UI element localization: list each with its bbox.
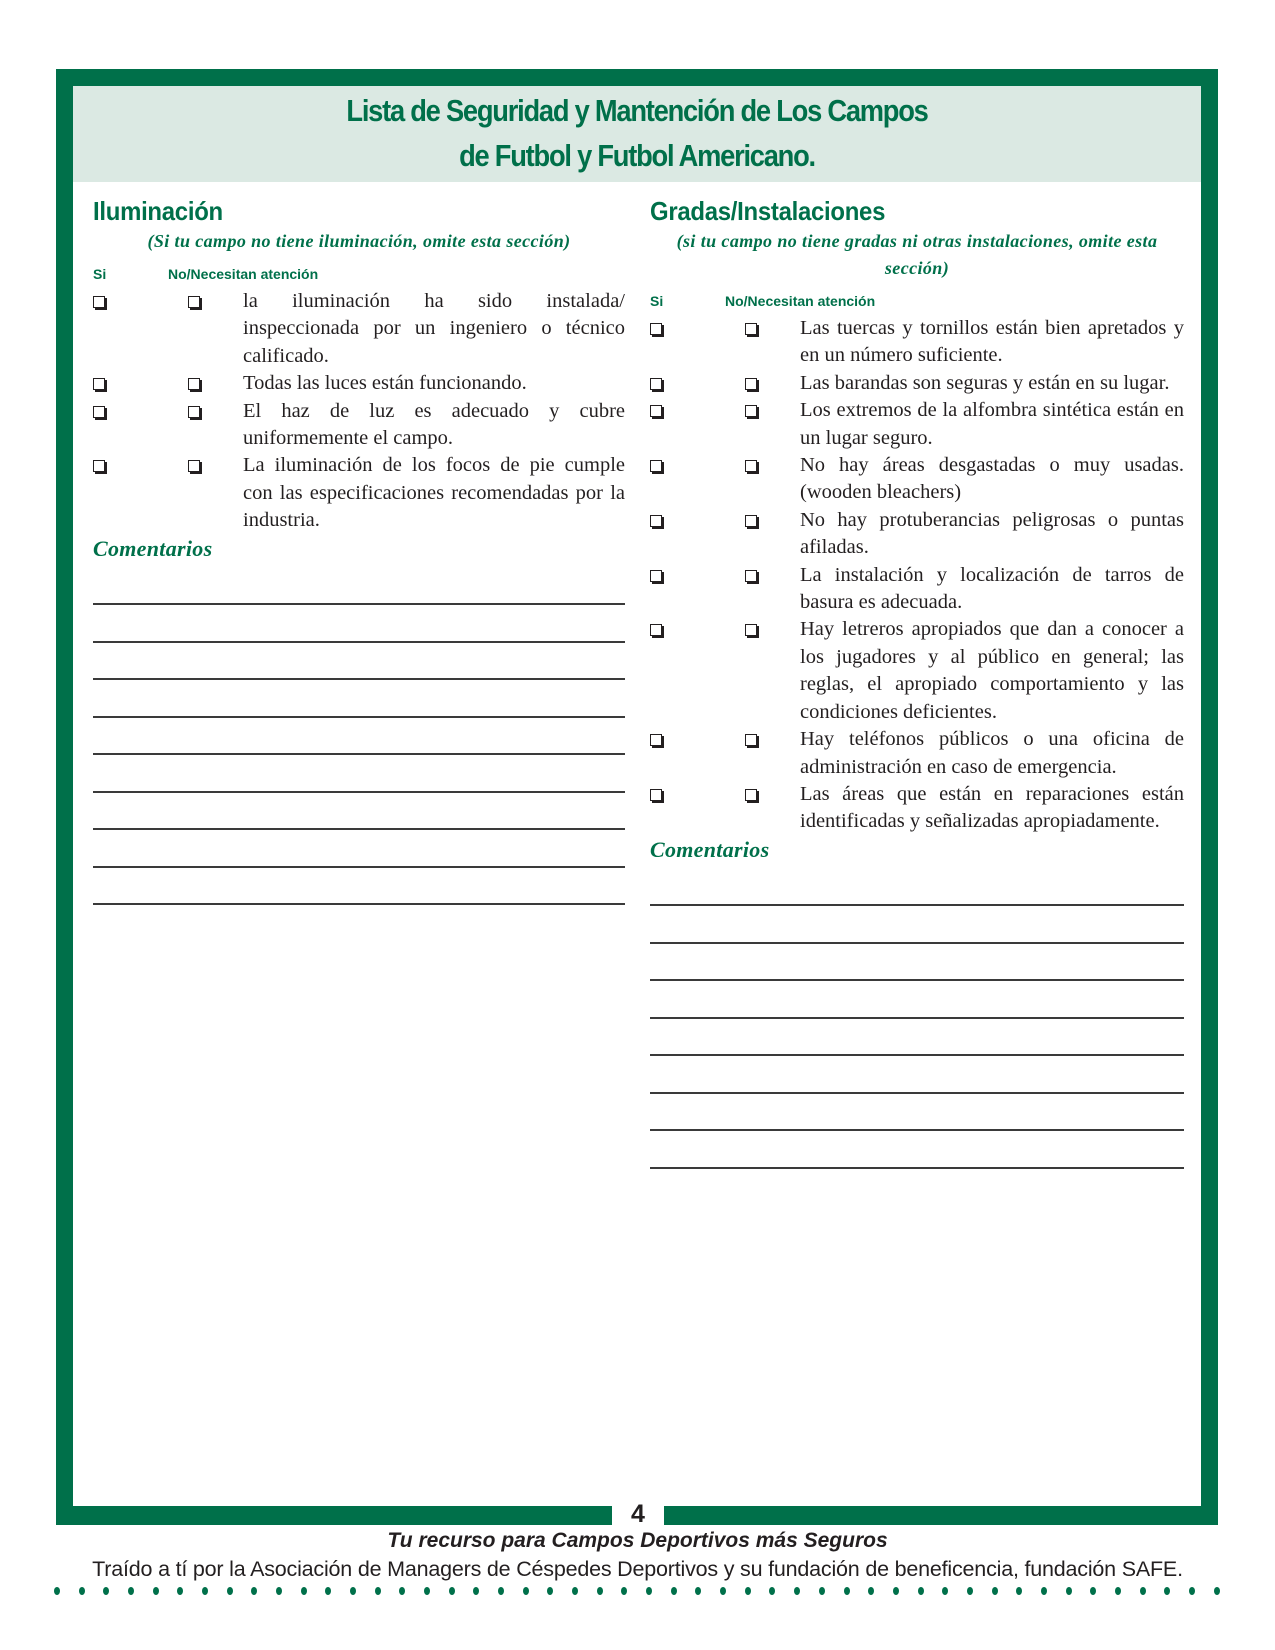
divider-dot	[54, 1587, 60, 1595]
checkbox-si[interactable]	[650, 460, 662, 472]
checklist-item-text: Las barandas son seguras y están en su lugar.	[800, 371, 1170, 394]
section-title: Gradas/Instalaciones	[650, 196, 886, 226]
divider-dot	[1214, 1587, 1220, 1595]
divider-dot	[745, 1587, 751, 1595]
divider-dot	[153, 1587, 159, 1595]
checklist-item-text: Las tuercas y tornillos están bien apretados y en un número suficiente.	[800, 317, 1184, 367]
divider-dot	[251, 1587, 257, 1595]
comment-line-input[interactable]	[93, 755, 625, 793]
checkbox-no[interactable]	[188, 406, 200, 418]
page-frame-bottom-right	[664, 1506, 1218, 1525]
comment-line-input[interactable]	[650, 1131, 1184, 1169]
section-title: Iluminación	[93, 196, 223, 226]
checkbox-si[interactable]	[93, 460, 105, 472]
divider-dot	[128, 1587, 134, 1595]
checklist-item	[650, 781, 1184, 836]
comment-line-input[interactable]	[93, 643, 625, 681]
checkbox-si[interactable]	[650, 378, 662, 390]
divider-dot	[1115, 1587, 1121, 1595]
divider-dot	[547, 1587, 553, 1595]
comment-line-input[interactable]	[650, 906, 1184, 944]
checkbox-si[interactable]	[650, 789, 662, 801]
comment-line-input[interactable]	[93, 868, 625, 906]
checklist-item-text: la iluminación ha sido instalada/ inspeccionada por un ingeniero o técnico calificado.	[243, 290, 625, 367]
dotted-divider	[54, 1587, 1220, 1597]
checklist-item	[650, 315, 1184, 370]
comment-line-input[interactable]	[93, 568, 625, 606]
checklist-item	[93, 370, 625, 397]
checkbox-no[interactable]	[745, 515, 757, 527]
divider-dot	[597, 1587, 603, 1595]
page-frame-left	[56, 69, 73, 1525]
column-headers	[650, 291, 1184, 311]
checklist	[93, 288, 625, 535]
comment-line-input[interactable]	[93, 718, 625, 756]
section-note: (si tu campo no tiene gradas ni otras instalaciones, omite esta sección)	[676, 231, 1158, 278]
page-number: 4	[631, 1500, 645, 1528]
comment-line-input[interactable]	[650, 869, 1184, 907]
divider-dot	[227, 1587, 233, 1595]
comment-lines	[93, 568, 625, 906]
checklist-item-text: Todas las luces están funcionando.	[243, 372, 527, 395]
divider-dot	[375, 1587, 381, 1595]
checklist-item	[650, 507, 1184, 562]
checkbox-no[interactable]	[745, 789, 757, 801]
page-title-line-1: Lista de Seguridad y Mantención de Los Campos	[346, 93, 928, 128]
checklist-item	[93, 398, 625, 453]
comment-line-input[interactable]	[650, 1019, 1184, 1057]
checklist-item-text: La instalación y localización de tarros de basura es adecuada.	[800, 563, 1184, 614]
divider-dot	[1066, 1587, 1072, 1595]
section-note: (Si tu campo no tiene iluminación, omite esta sección)	[147, 231, 571, 251]
divider-dot	[103, 1587, 109, 1595]
divider-dot	[177, 1587, 183, 1595]
checkbox-si[interactable]	[650, 405, 662, 417]
checklist-item-text: No hay protuberancias peligrosas o puntas afiladas.	[800, 508, 1184, 559]
divider-dot	[473, 1587, 479, 1595]
checkbox-no[interactable]	[745, 570, 757, 582]
comment-line-input[interactable]	[650, 944, 1184, 982]
divider-dot	[325, 1587, 331, 1595]
checkbox-si[interactable]	[650, 734, 662, 746]
divider-dot	[449, 1587, 455, 1595]
comment-lines	[650, 869, 1184, 1169]
divider-dot	[621, 1587, 627, 1595]
checkbox-no[interactable]	[745, 734, 757, 746]
column-headers	[93, 264, 625, 284]
divider-dot	[350, 1587, 356, 1595]
checkbox-no[interactable]	[745, 624, 757, 636]
checkbox-si[interactable]	[650, 570, 662, 582]
checkbox-si[interactable]	[93, 378, 105, 390]
checkbox-no[interactable]	[188, 378, 200, 390]
column-header-si: Si	[93, 266, 107, 282]
page-frame-bottom-left	[56, 1506, 612, 1525]
divider-dot	[893, 1587, 899, 1595]
divider-dot	[276, 1587, 282, 1595]
comment-line-input[interactable]	[650, 981, 1184, 1019]
comment-line-input[interactable]	[650, 1056, 1184, 1094]
checklist-item	[650, 452, 1184, 507]
divider-dot	[967, 1587, 973, 1595]
page-title	[141, 88, 1134, 178]
checkbox-si[interactable]	[93, 406, 105, 418]
checkbox-si[interactable]	[650, 515, 662, 527]
checklist-item-text: El haz de luz es adecuado y cubre uniformemente el campo.	[243, 399, 625, 450]
section-gradas-instalaciones	[650, 196, 1184, 1169]
checklist-item	[650, 562, 1184, 617]
checklist-item-text: No hay áreas desgastadas o muy usadas. (wooden bleachers)	[800, 454, 1184, 504]
page-title-line-2: de Futbol y Futbol Americano.	[459, 138, 815, 173]
comment-line-input[interactable]	[93, 680, 625, 718]
divider-dot	[646, 1587, 652, 1595]
divider-dot	[942, 1587, 948, 1595]
checklist-item	[93, 288, 625, 370]
divider-dot	[399, 1587, 405, 1595]
divider-dot	[572, 1587, 578, 1595]
checkbox-si[interactable]	[650, 624, 662, 636]
divider-dot	[819, 1587, 825, 1595]
divider-dot	[202, 1587, 208, 1595]
divider-dot	[794, 1587, 800, 1595]
checkbox-no[interactable]	[188, 460, 200, 472]
section-iluminacion	[93, 196, 625, 905]
divider-dot	[1189, 1587, 1195, 1595]
divider-dot	[844, 1587, 850, 1595]
footer-credit: Traído a tí por la Asociación de Managers de Céspedes Deportivos y su fundación de beneficencia, fundación SAFE.	[92, 1557, 1183, 1581]
checklist-item	[650, 726, 1184, 781]
page-frame-top	[56, 69, 1218, 86]
divider-dot	[671, 1587, 677, 1595]
divider-dot	[918, 1587, 924, 1595]
comment-line-input[interactable]	[93, 830, 625, 868]
comment-line-input[interactable]	[93, 605, 625, 643]
column-header-si: Si	[650, 293, 664, 309]
checkbox-no[interactable]	[745, 460, 757, 472]
checkbox-si[interactable]	[93, 296, 105, 308]
checklist-item-text: Hay teléfonos públicos o una oficina de administración en caso de emergencia.	[800, 728, 1184, 778]
checklist-item-text: Las áreas que están en reparaciones están identificadas y señalizadas apropiadamente.	[800, 782, 1184, 833]
checklist-item-text: La iluminación de los focos de pie cumple con las especificaciones recomendadas por la industria.	[243, 454, 625, 532]
checklist-item-text: Los extremos de la alfombra sintética están en un lugar seguro.	[800, 399, 1184, 449]
divider-dot	[301, 1587, 307, 1595]
checkbox-no[interactable]	[745, 323, 757, 335]
checklist	[650, 315, 1184, 836]
column-header-no: No/Necesitan atención	[725, 293, 876, 309]
divider-dot	[769, 1587, 775, 1595]
divider-dot	[424, 1587, 430, 1595]
divider-dot	[1016, 1587, 1022, 1595]
checklist-item	[650, 397, 1184, 452]
divider-dot	[498, 1587, 504, 1595]
comment-line-input[interactable]	[93, 793, 625, 831]
page-frame-right	[1201, 69, 1218, 1525]
checkbox-no[interactable]	[745, 378, 757, 390]
divider-dot	[79, 1587, 85, 1595]
divider-dot	[1090, 1587, 1096, 1595]
checkbox-no[interactable]	[188, 296, 200, 308]
checklist-item	[650, 370, 1184, 397]
column-header-no: No/Necesitan atención	[168, 266, 319, 282]
checkbox-no[interactable]	[745, 405, 757, 417]
divider-dot	[720, 1587, 726, 1595]
divider-dot	[523, 1587, 529, 1595]
checklist-item-text: Hay letreros apropiados que dan a conocer a los jugadores y al público en general; las reglas, el apropiado comportamiento y las condiciones deficientes.	[800, 618, 1184, 723]
divider-dot	[695, 1587, 701, 1595]
divider-dot	[992, 1587, 998, 1595]
divider-dot	[1164, 1587, 1170, 1595]
checklist-item	[650, 616, 1184, 726]
comment-line-input[interactable]	[650, 1094, 1184, 1132]
divider-dot	[1041, 1587, 1047, 1595]
divider-dot	[868, 1587, 874, 1595]
divider-dot	[1140, 1587, 1146, 1595]
comments-label: Comentarios	[93, 535, 213, 561]
checkbox-si[interactable]	[650, 323, 662, 335]
footer-tagline: Tu recurso para Campos Deportivos más Seguros	[387, 1529, 888, 1552]
checklist-item	[93, 452, 625, 534]
comments-label: Comentarios	[650, 836, 770, 862]
